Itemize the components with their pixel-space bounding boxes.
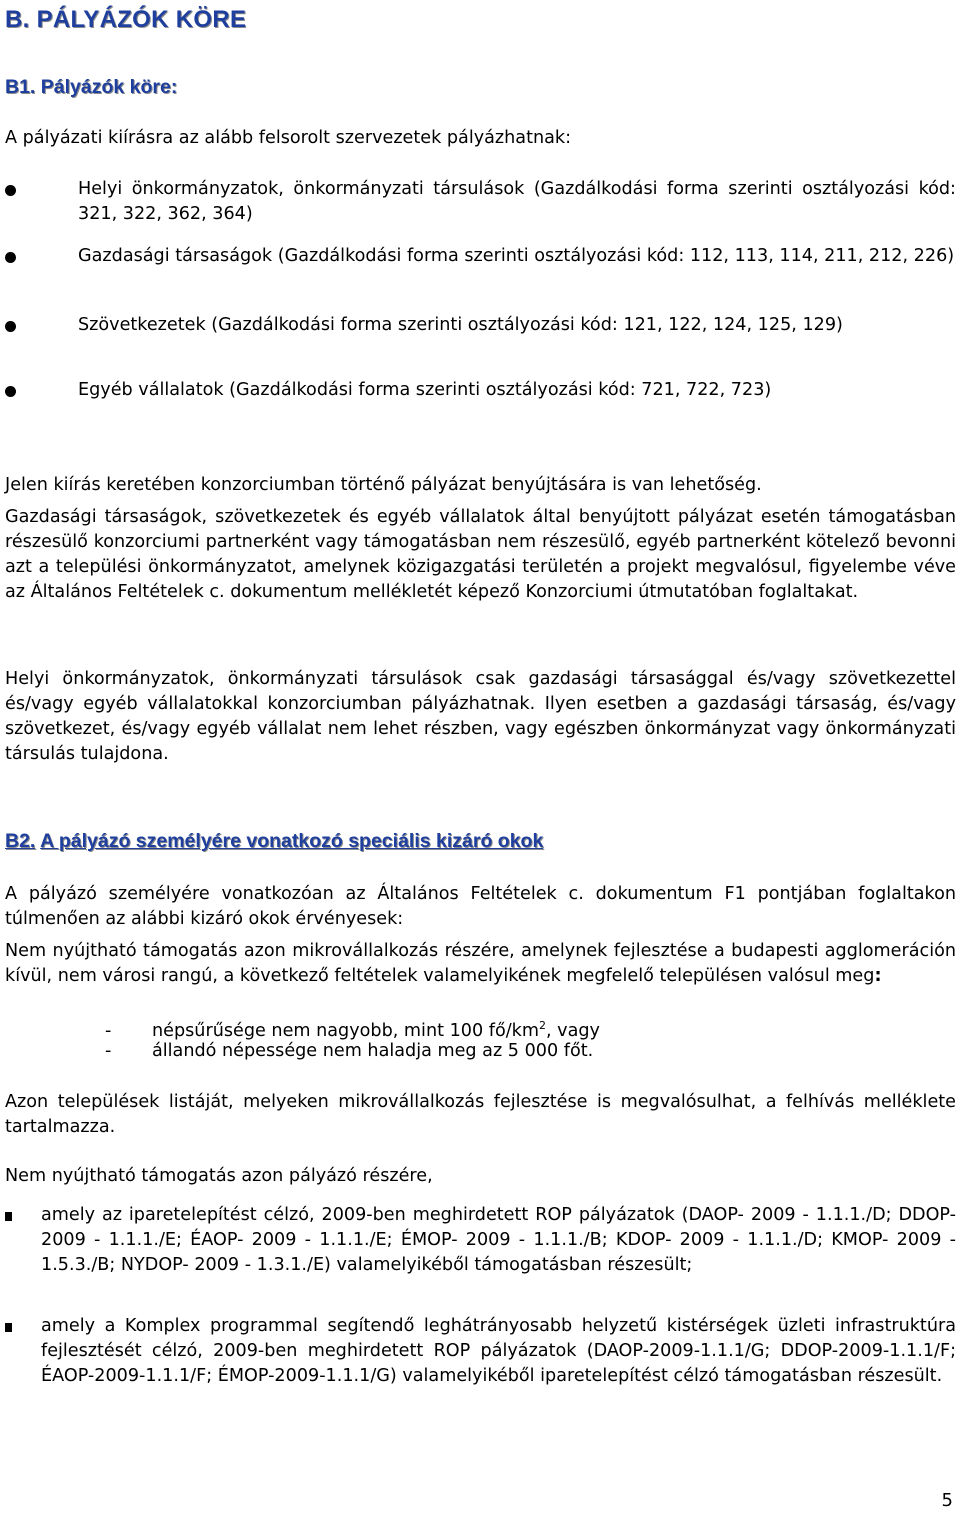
- settlement-list-paragraph: Azon települések listáját, melyeken mikrovállalkozás fejlesztése is megvalósulhat, a felhívás melléklete tartalmazza.: [5, 1092, 956, 1137]
- micro-paragraph: [5, 939, 956, 989]
- bullet-dot-icon: [5, 321, 16, 332]
- b2-heading: [5, 830, 543, 853]
- consortium-paragraph: Gazdasági társaságok, szövetkezetek és egyéb vállalatok által benyújtott pályázat esetén támogatásban részesülő konzorciumi partnerként vagy támogatásban nem részesülő, egyéb partnerként kötelező bevonni azt a települési önkormányzatot, amelynek közigazgatási területén a projekt megvalósul, figyelembe véve az Általános Feltételek c. dokumentum mellékletét képező Konzorciumi útmutatóban foglaltakat.: [5, 507, 956, 602]
- bullet-text: Szövetkezetek (Gazdálkodási forma szerinti osztályozási kód: 121, 122, 124, 125, 129): [78, 315, 843, 335]
- not-granted-intro: Nem nyújtható támogatás azon pályázó részére,: [5, 1166, 433, 1186]
- bullet-text: Helyi önkormányzatok, önkormányzati társulások (Gazdálkodási forma szerinti osztályozási kód: 321, 322, 362, 364): [78, 179, 956, 224]
- local-gov-paragraph: Helyi önkormányzatok, önkormányzati társulások csak gazdasági társasággal és/vagy szövetkezettel és/vagy egyéb vállalatokkal konzorciumban pályázhatnak. Ilyen esetben a gazdasági társaság, és/vagy szövetkezet, és/vagy egyéb vállalat nem lehet részben, vagy egészben önkormányzat vagy önkormányzati társulás tulajdona.: [5, 669, 956, 764]
- bullet-dot-icon: [5, 185, 16, 196]
- b1-heading: B1. Pályázók köre:: [5, 76, 178, 98]
- b1-intro: A pályázati kiírásra az alább felsorolt szervezetek pályázhatnak:: [5, 128, 572, 148]
- square-bullet-icon: [5, 1323, 12, 1332]
- dash-marker: -: [105, 1020, 112, 1041]
- bullet-text: Gazdasági társaságok (Gazdálkodási forma szerinti osztályozási kód: 112, 113, 114, 211, 212, 226): [78, 246, 955, 266]
- dash-text: állandó népessége nem haladja meg az 5 000 főt.: [152, 1041, 594, 1061]
- dash-text: népsűrűsége nem nagyobb, mint 100 fő/km: [152, 1020, 539, 1041]
- bullet-dot-icon: [5, 386, 16, 397]
- superscript: 2: [538, 1019, 546, 1032]
- bullet-text: Egyéb vállalatok (Gazdálkodási forma szerinti osztályozási kód: 721, 722, 723): [78, 380, 772, 400]
- square-list-item: amely az iparetelepítést célzó, 2009-ben meghirdetett ROP pályázatok (DAOP- 2009 - 1.1.1./D; DDOP- 2009 - 1.1.1./E; ÉAOP- 2009 - 1.1.1./E; ÉMOP- 2009 - 1.1.1./B; KDOP- 2009 - 1.1.1./D; KMOP- 2009 - 1.5.3./B; NYDOP- 2009 - 1.3.1./E) valamelyikéből támogatásban részesült;: [41, 1205, 956, 1275]
- page-number: 5: [941, 1490, 953, 1511]
- b2-intro: A pályázó személyére vonatkozóan az Általános Feltételek c. dokumentum F1 pontjában foglaltakon túlmenően az alábbi kizáró okok érvényesek:: [5, 884, 956, 929]
- section-title: B. PÁLYÁZÓK KÖRE: [5, 6, 247, 33]
- micro-paragraph-colon: :: [874, 966, 882, 986]
- micro-paragraph-text: Nem nyújtható támogatás azon mikrovállalkozás részére, amelynek fejlesztése a budapesti agglomeráción kívül, nem városi rangú, a következő feltételek valamelyikének megfelelő településen valósul meg: [5, 941, 956, 986]
- dash-tail: , vagy: [545, 1020, 600, 1041]
- b2-title: A pályázó személyére vonatkozó speciális kizáró okok: [40, 830, 544, 852]
- square-list-item: amely a Komplex programmal segítendő leghátrányosabb helyzetű kistérségek üzleti infrastruktúra fejlesztését célzó, 2009-ben meghirdetett ROP pályázatok (DAOP-2009-1.1.1/G; DDOP-2009-1.1.1/F; ÉAOP-2009-1.1.1/F; ÉMOP-2009-1.1.1/G) valamelyikéből iparetelepítést célzó támogatásban részesült.: [41, 1316, 956, 1386]
- square-bullet-icon: [5, 1212, 12, 1221]
- bullet-dot-icon: [5, 252, 16, 263]
- list-item: [105, 1039, 593, 1064]
- dash-marker: -: [105, 1041, 112, 1061]
- consortium-line: Jelen kiírás keretében konzorciumban történő pályázat benyújtására is van lehetőség.: [5, 475, 762, 495]
- b2-prefix: B2.: [5, 830, 36, 852]
